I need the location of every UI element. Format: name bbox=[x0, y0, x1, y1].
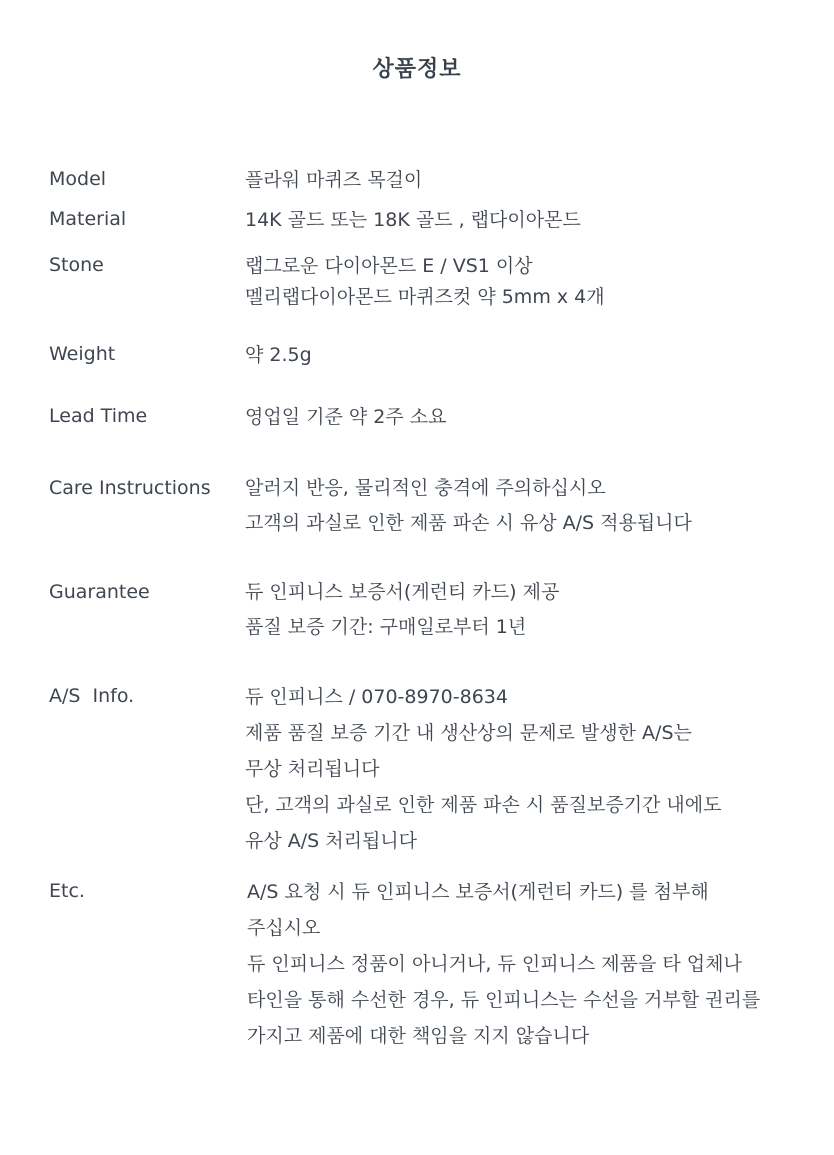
value-line: 약 2.5g bbox=[245, 344, 312, 366]
row-label: Lead Time bbox=[49, 405, 148, 427]
row-value bbox=[245, 251, 605, 313]
row-label: Stone bbox=[49, 254, 104, 276]
row-label: A/S Info. bbox=[49, 685, 135, 707]
value-line: 14K 골드 또는 18K 골드 , 랩다이아몬드 bbox=[245, 209, 581, 231]
value-line: 랩그로운 다이아몬드 E / VS1 이상 bbox=[245, 255, 533, 277]
value-line: 무상 처리됩니다 bbox=[245, 758, 380, 780]
row-label: Material bbox=[49, 208, 127, 230]
value-line: A/S 요청 시 듀 인피니스 보증서(게런티 카드) 를 첨부해 bbox=[247, 881, 709, 903]
row-label: Etc. bbox=[49, 880, 85, 902]
value-line: 품질 보증 기간: 구매일로부터 1년 bbox=[245, 616, 527, 638]
value-line: 고객의 과실로 인한 제품 파손 시 유상 A/S 적용됩니다 bbox=[245, 512, 692, 534]
value-line: 유상 A/S 처리됩니다 bbox=[245, 830, 418, 852]
row-label: Care Instructions bbox=[49, 477, 211, 499]
value-line: 제품 품질 보증 기간 내 생산상의 문제로 발생한 A/S는 bbox=[245, 722, 692, 744]
row-label: Model bbox=[49, 168, 107, 190]
value-line: 플라워 마퀴즈 목걸이 bbox=[245, 169, 423, 191]
row-label: Weight bbox=[49, 343, 116, 365]
page-title: 상품정보 bbox=[372, 57, 462, 82]
value-line: 가지고 제품에 대한 책임을 지지 않습니다 bbox=[247, 1025, 590, 1047]
row-value bbox=[245, 471, 692, 541]
row-value bbox=[245, 343, 312, 367]
value-line: 멜리랩다이아몬드 마퀴즈컷 약 5mm x 4개 bbox=[245, 286, 605, 308]
value-line: 타인을 통해 수선한 경우, 듀 인피니스는 수선을 거부할 권리를 bbox=[247, 989, 761, 1011]
value-line: 듀 인피니스 정품이 아니거나, 듀 인피니스 제품을 타 업체나 bbox=[247, 953, 742, 975]
value-line: 듀 인피니스 / 070-8970-8634 bbox=[245, 686, 508, 708]
value-line: 영업일 기준 약 2주 소요 bbox=[245, 406, 447, 428]
row-value bbox=[245, 679, 722, 859]
value-line: 주십시오 bbox=[247, 917, 321, 939]
row-value bbox=[245, 575, 559, 645]
row-value bbox=[245, 208, 581, 232]
row-label: Guarantee bbox=[49, 581, 150, 603]
row-value bbox=[245, 168, 422, 192]
row-value bbox=[245, 405, 446, 429]
value-line: 단, 고객의 과실로 인한 제품 파손 시 품질보증기간 내에도 bbox=[245, 794, 722, 816]
value-line: 듀 인피니스 보증서(게런티 카드) 제공 bbox=[245, 581, 560, 603]
value-line: 알러지 반응, 물리적인 충격에 주의하십시오 bbox=[245, 477, 606, 499]
row-value bbox=[247, 874, 760, 1054]
